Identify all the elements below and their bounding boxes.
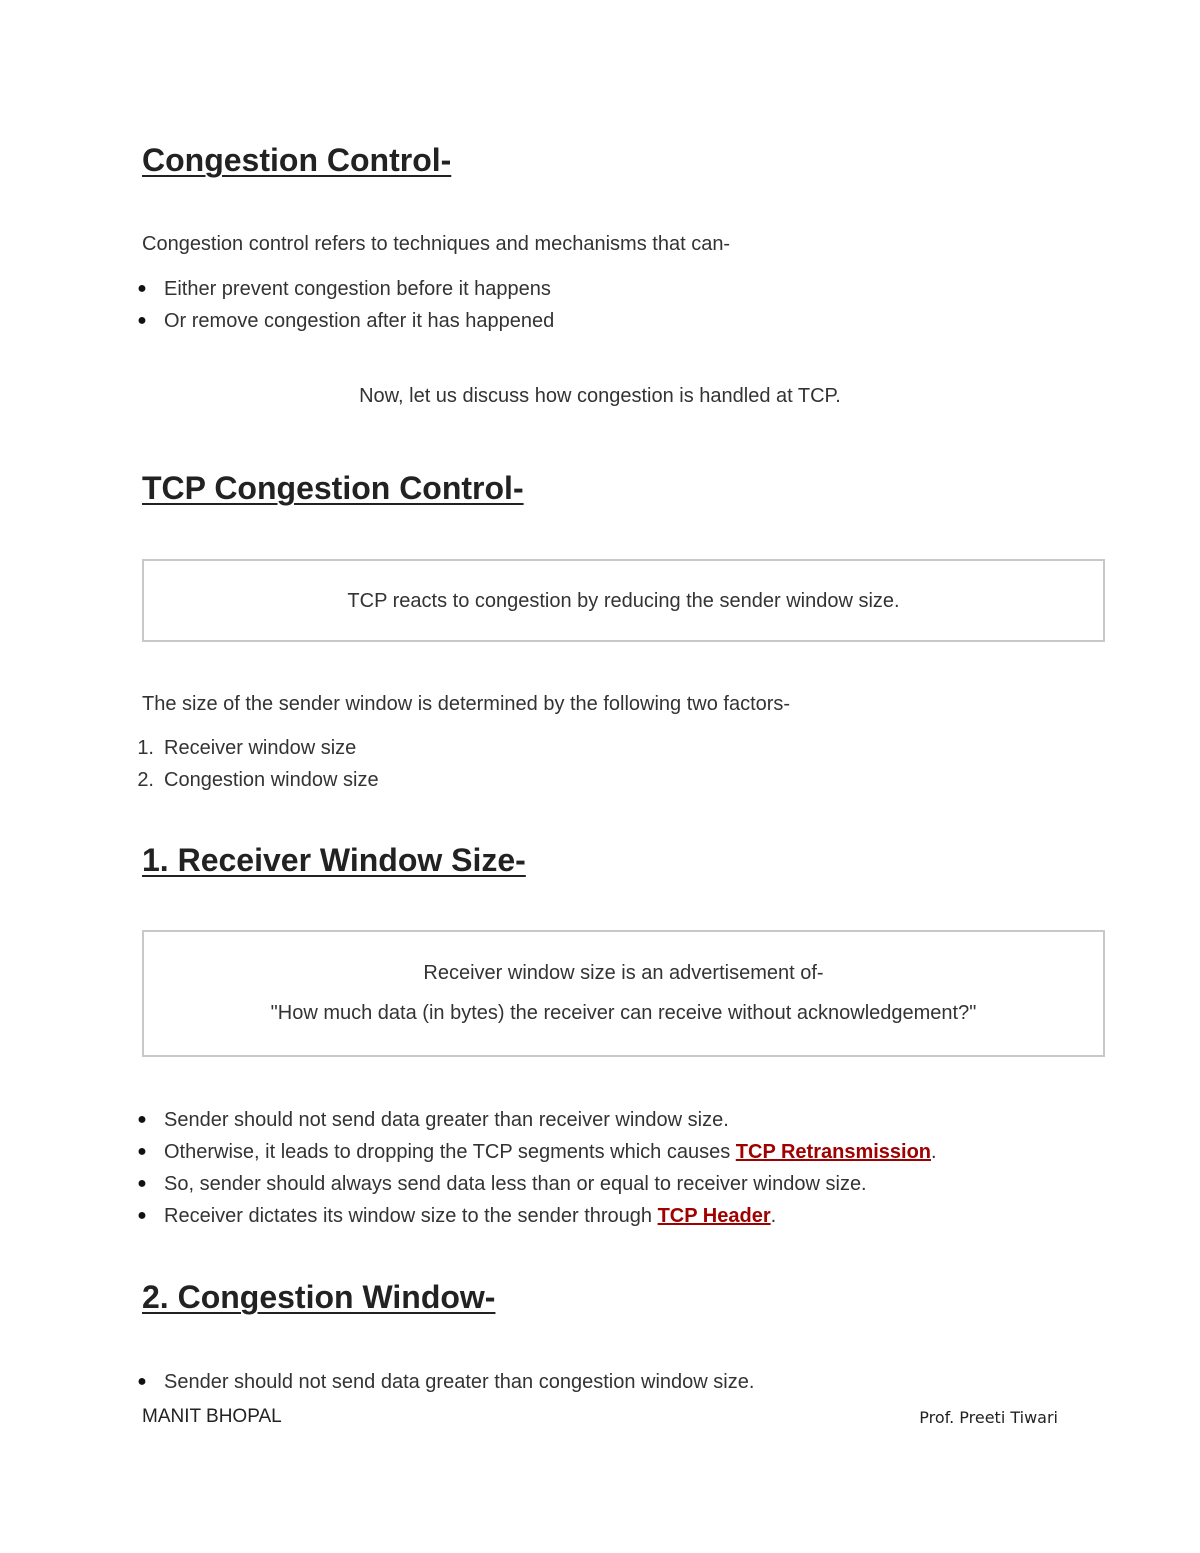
definition-text: TCP reacts to congestion by reducing the sender window size. [347,590,900,612]
list-item: ● So, sender should always send data less than or equal to receiver window size. [164,1168,937,1200]
factors-intro: The size of the sender window is determined by the following two factors- [142,693,791,715]
bullet-icon: ● [137,1373,147,1390]
heading-tcp-congestion-control: TCP Congestion Control- [142,470,524,506]
list-item: 1. Receiver window size [137,737,357,759]
bullet-icon: ● [137,1143,147,1160]
definition-box [142,559,1105,642]
bullet-icon: ● [137,1207,147,1224]
bullet-icon: ● [137,312,147,329]
receiver-window-definition: Receiver window size is an advertisement of- [423,962,824,984]
list-item: ● Otherwise, it leads to dropping the TCP segments which causes TCP Retransmission. [164,1136,937,1168]
list-item: 2. Congestion window size [137,769,379,791]
congestion-rules-list [137,1366,755,1398]
tcp-retransmission-link[interactable]: TCP Retransmission [735,1141,932,1163]
list-item: ● Sender should not send data greater than receiver window size. [164,1104,937,1136]
footer-author: Prof. Preeti Tiwari [919,1408,1058,1427]
bullet-icon: ● [137,1175,147,1192]
receiver-window-box [142,930,1105,1057]
heading-receiver-window-size: 1. Receiver Window Size- [142,842,526,878]
list-item: ● Or remove congestion after it has happened [164,305,554,337]
list-item: ● Sender should not send data greater than congestion window size. [164,1366,754,1398]
list-item: ● Receiver dictates its window size to the sender through TCP Header. [164,1200,937,1232]
intro-paragraph: Congestion control refers to techniques and mechanisms that can- [142,233,731,255]
transition-note: Now, let us discuss how congestion is handled at TCP. [359,385,841,407]
heading-congestion-control: Congestion Control- [142,142,452,178]
receiver-window-quote: "How much data (in bytes) the receiver can receive without acknowledgement?" [270,1002,977,1024]
tcp-header-link[interactable]: TCP Header [657,1205,771,1227]
receiver-rules-list [137,1104,937,1232]
bullet-icon: ● [137,280,147,297]
heading-congestion-window: 2. Congestion Window- [142,1279,496,1315]
prevention-list [137,273,555,337]
footer-institution: MANIT BHOPAL [142,1406,282,1427]
bullet-icon: ● [137,1111,147,1128]
list-item: ● Either prevent congestion before it happens [164,273,554,305]
factors-list [137,732,379,796]
